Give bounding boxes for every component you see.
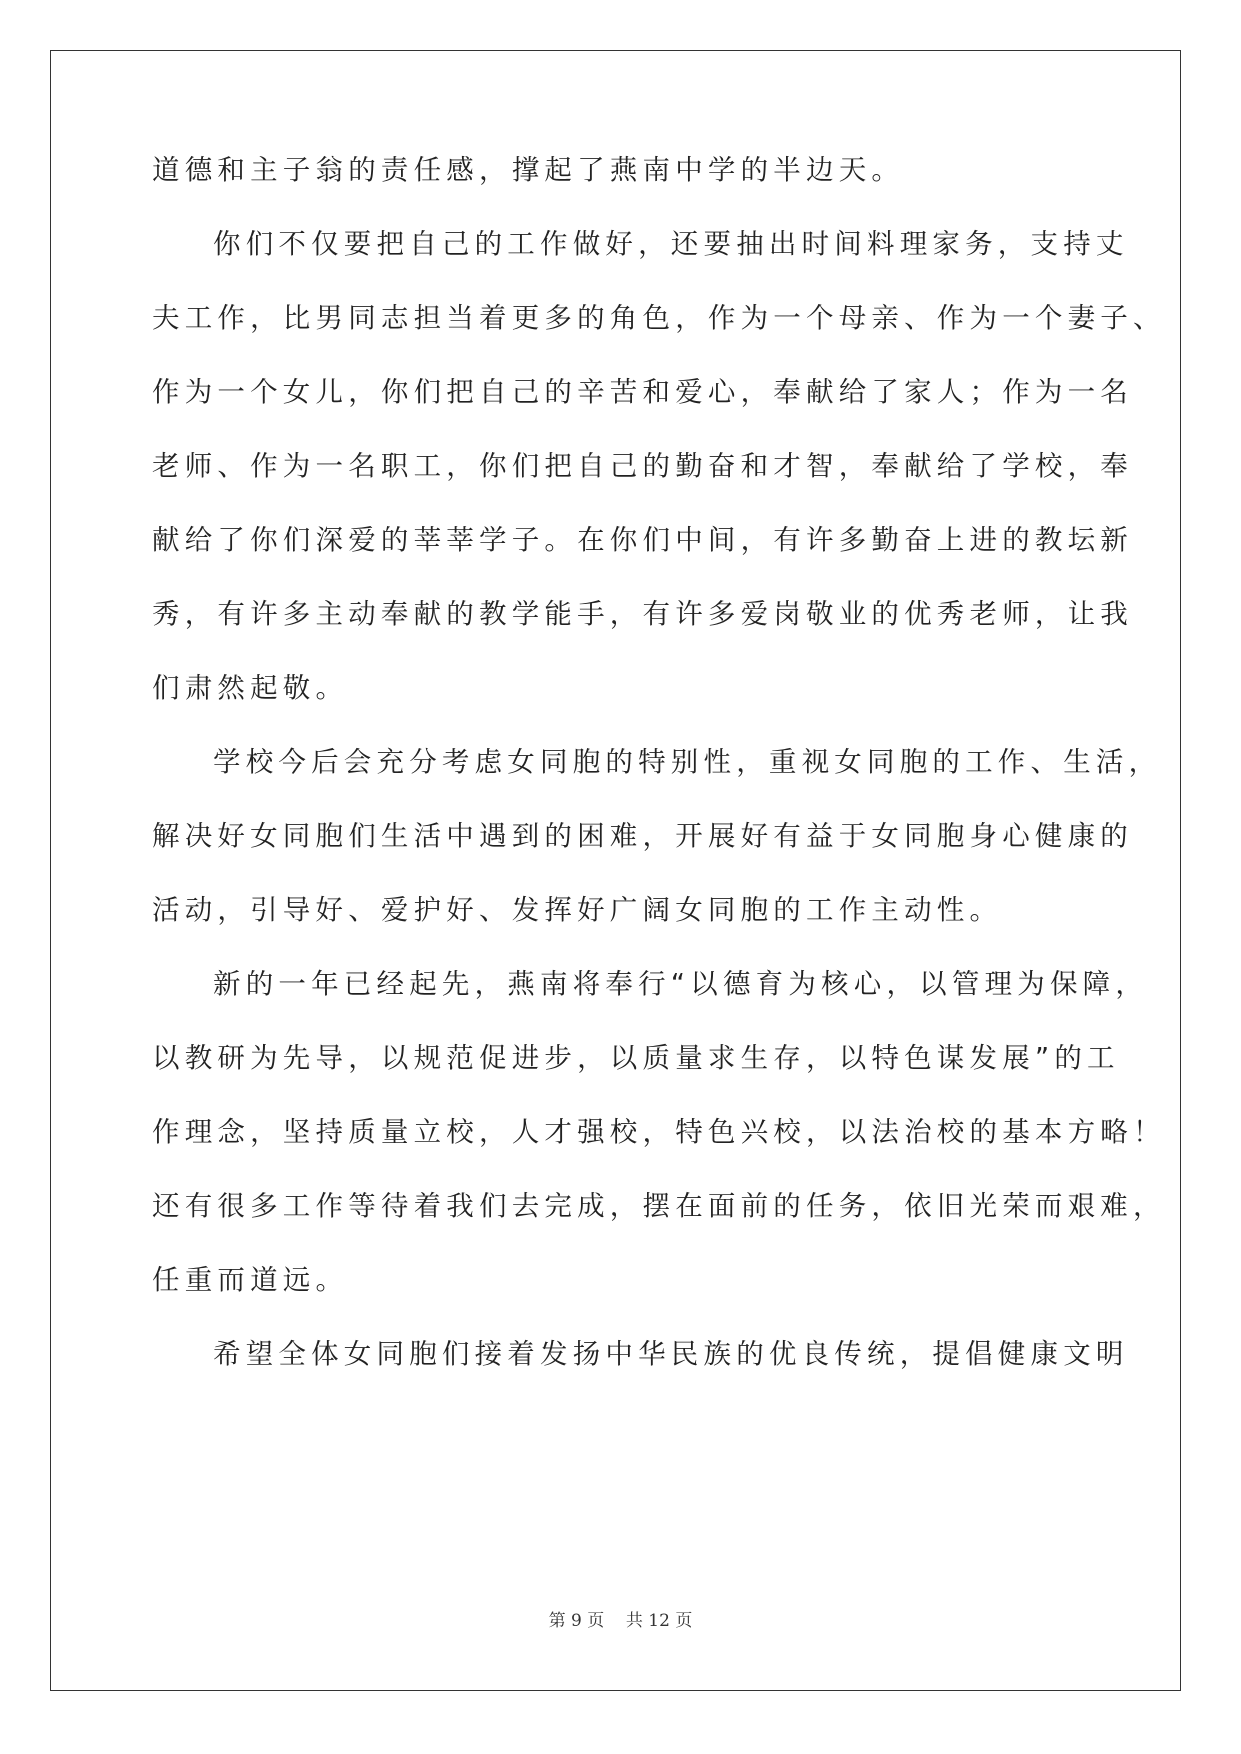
text-line: 夫工作，比男同志担当着更多的角色，作为一个母亲、作为一个妻子、 <box>152 302 1166 334</box>
page-number-footer: 第 9 页 共 12 页 <box>548 1611 693 1631</box>
paragraph-start-line: 希望全体女同胞们接着发扬中华民族的优良传统，提倡健康文明 <box>213 1338 1129 1370</box>
text-line: 们肃然起敬。 <box>152 672 349 704</box>
text-line: 以教研为先导，以规范促进步，以质量求生存，以特色谋发展”的工 <box>152 1042 1120 1074</box>
text-line: 活动，引导好、爱护好、发挥好广阔女同胞的工作主动性。 <box>152 894 1003 926</box>
text-line: 秀，有许多主动奉献的教学能手，有许多爱岗敬业的优秀老师，让我 <box>152 598 1133 630</box>
text-line: 道德和主子翁的责任感，撑起了燕南中学的半边天。 <box>152 154 905 186</box>
text-line: 还有很多工作等待着我们去完成，摆在面前的任务，依旧光荣而艰难， <box>152 1190 1166 1222</box>
text-line: 任重而道远。 <box>152 1264 349 1296</box>
text-line: 作为一个女儿，你们把自己的辛苦和爱心，奉献给了家人；作为一名 <box>152 376 1133 408</box>
paragraph-start-line: 学校今后会充分考虑女同胞的特别性，重视女同胞的工作、生活， <box>213 746 1162 778</box>
paragraph-start-line: 新的一年已经起先，燕南将奉行“以德育为核心，以管理为保障， <box>213 968 1149 1000</box>
paragraph-start-line: 你们不仅要把自己的工作做好，还要抽出时间料理家务，支持丈 <box>213 228 1129 260</box>
text-line: 老师、作为一名职工，你们把自己的勤奋和才智，奉献给了学校，奉 <box>152 450 1133 482</box>
text-line: 献给了你们深爱的莘莘学子。在你们中间，有许多勤奋上进的教坛新 <box>152 524 1133 556</box>
text-line: 解决好女同胞们生活中遇到的困难，开展好有益于女同胞身心健康的 <box>152 820 1133 852</box>
text-line: 作理念，坚持质量立校，人才强校，特色兴校，以法治校的基本方略！ <box>152 1116 1166 1148</box>
